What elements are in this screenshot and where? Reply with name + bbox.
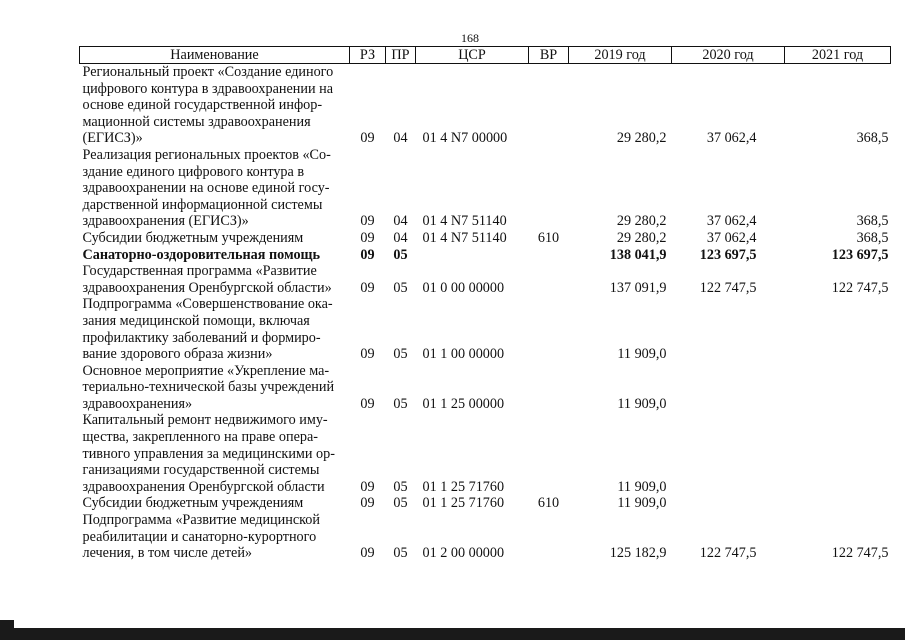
- cell-2021: [785, 363, 891, 413]
- budget-table: [79, 46, 891, 562]
- header-2021: 2021 год: [785, 47, 891, 64]
- header-2019: 2019 год: [569, 47, 672, 64]
- cell-2019: 138 041,9: [609, 246, 667, 263]
- cell-csr: 01 4 N7 51140: [422, 213, 507, 230]
- cell-rz: 09: [360, 213, 375, 230]
- cell-vr: [529, 147, 569, 230]
- cell-pr: 04: [393, 229, 408, 246]
- cell-rz: 09: [360, 130, 375, 147]
- cell-rz: 09: [360, 478, 375, 495]
- cell-name: Капитальный ремонт недвижимого иму-щества, закрепленного на праве опера-тивного управления за медицинскими ор-ганизациями государственной системы здравоохранения Оренбургской области: [82, 412, 335, 495]
- table-row: [80, 512, 891, 562]
- table-row: [80, 247, 891, 264]
- cell-2019: 29 280,2: [616, 130, 667, 147]
- cell-2020: [672, 412, 785, 495]
- cell-vr: [529, 512, 569, 562]
- cell-2020: 123 697,5: [699, 246, 757, 263]
- cell-vr: [529, 363, 569, 413]
- cell-rz: 09: [360, 346, 375, 363]
- cell-name: Подпрограмма «Совершенствование ока-зания медицинской помощи, включая профилактику заболеваний и формиро-вание здорового образа жизни»: [82, 296, 333, 363]
- header-name: Наименование: [80, 47, 350, 64]
- cell-csr: 01 4 N7 51140: [422, 229, 507, 246]
- table-body: [80, 64, 891, 562]
- cell-pr: 04: [393, 130, 408, 147]
- cell-vr: [529, 296, 569, 362]
- cell-pr: 05: [393, 495, 408, 512]
- table-row: [80, 495, 891, 512]
- cell-name: Субсидии бюджетным учреждениям: [82, 229, 304, 246]
- cell-2019: 29 280,2: [616, 213, 667, 230]
- cell-2020: 122 747,5: [699, 545, 757, 562]
- cell-rz: 09: [360, 229, 375, 246]
- cell-2019: 29 280,2: [616, 229, 667, 246]
- cell-csr: [416, 247, 529, 264]
- cell-2019: 137 091,9: [609, 279, 667, 296]
- cell-vr: [529, 247, 569, 264]
- cell-name: Санаторно-оздоровительная помощь: [82, 246, 321, 263]
- cell-2020: 37 062,4: [706, 213, 757, 230]
- cell-name: Субсидии бюджетным учреждениям: [82, 495, 304, 512]
- table-row: [80, 230, 891, 247]
- cell-2020: 37 062,4: [706, 229, 757, 246]
- cell-csr: 01 1 00 00000: [422, 346, 505, 363]
- cell-pr: 05: [393, 346, 408, 363]
- cell-pr: 04: [393, 213, 408, 230]
- cell-csr: 01 2 00 00000: [422, 545, 505, 562]
- cell-2021: 368,5: [856, 213, 889, 230]
- cell-name: Основное мероприятие «Укрепление ма-териально-технической базы учреждений здравоохранения»: [82, 362, 335, 412]
- cell-pr: 05: [393, 279, 408, 296]
- cell-2019: 125 182,9: [609, 545, 667, 562]
- cell-2021: 122 747,5: [831, 279, 889, 296]
- header-pr: ПР: [386, 47, 416, 64]
- header-vr: ВР: [529, 47, 569, 64]
- cell-rz: 09: [360, 545, 375, 562]
- header-2020: 2020 год: [672, 47, 785, 64]
- cell-name: Государственная программа «Развитие здравоохранения Оренбургской области»: [82, 263, 332, 296]
- cell-2021: [785, 412, 891, 495]
- cell-rz: 09: [360, 246, 375, 263]
- cell-2021: 122 747,5: [831, 545, 889, 562]
- table-row: [80, 363, 891, 413]
- cell-pr: 05: [393, 545, 408, 562]
- cell-csr: 01 1 25 71760: [422, 478, 505, 495]
- table-row: [80, 296, 891, 362]
- scan-bottom-border: [0, 628, 905, 640]
- cell-csr: 01 0 00 00000: [422, 279, 505, 296]
- table-row: [80, 64, 891, 147]
- cell-2021: [785, 495, 891, 512]
- cell-name: Реализация региональных проектов «Со-здание единого цифрового контура в здравоохранении на основе единой госу-дарственной информационной системы здравоохранения (ЕГИСЗ)»: [82, 146, 331, 230]
- cell-csr: 01 4 N7 00000: [422, 130, 508, 147]
- cell-2021: 123 697,5: [831, 246, 889, 263]
- header-rz: РЗ: [350, 47, 386, 64]
- table-row: [80, 412, 891, 495]
- cell-csr: 01 1 25 00000: [422, 395, 505, 412]
- cell-vr: 610: [537, 495, 560, 512]
- cell-vr: [529, 263, 569, 296]
- table-header-row: [80, 47, 891, 64]
- page-number: 168: [461, 31, 479, 45]
- cell-2020: [672, 363, 785, 413]
- cell-name: Подпрограмма «Развитие медицинской реабилитации и санаторно-курортного лечения, в том числе детей»: [82, 512, 320, 562]
- cell-rz: 09: [360, 279, 375, 296]
- cell-vr: [529, 412, 569, 495]
- cell-vr: 610: [537, 229, 560, 246]
- cell-2019: 11 909,0: [617, 395, 667, 412]
- cell-2021: 368,5: [856, 130, 889, 147]
- cell-2020: [672, 296, 785, 362]
- cell-rz: 09: [360, 495, 375, 512]
- table-row: [80, 147, 891, 230]
- table-row: [80, 263, 891, 296]
- cell-name: Региональный проект «Создание единого цифрового контура в здравоохранении на основе единой государственной инфор-мационной системы здравоохранения (ЕГИСЗ)»: [82, 64, 334, 147]
- cell-pr: 05: [393, 478, 408, 495]
- cell-2019: 11 909,0: [617, 478, 667, 495]
- cell-2020: 122 747,5: [699, 279, 757, 296]
- cell-pr: 05: [393, 246, 408, 263]
- cell-2019: 11 909,0: [617, 495, 667, 512]
- scan-corner-shadow: [0, 620, 14, 640]
- cell-vr: [529, 64, 569, 147]
- cell-2021: 368,5: [856, 229, 889, 246]
- cell-csr: 01 1 25 71760: [422, 495, 505, 512]
- header-csr: ЦСР: [416, 47, 529, 64]
- cell-2021: [785, 296, 891, 362]
- cell-2019: 11 909,0: [617, 346, 667, 363]
- cell-2020: 37 062,4: [706, 130, 757, 147]
- cell-pr: 05: [393, 395, 408, 412]
- cell-rz: 09: [360, 395, 375, 412]
- cell-2020: [672, 495, 785, 512]
